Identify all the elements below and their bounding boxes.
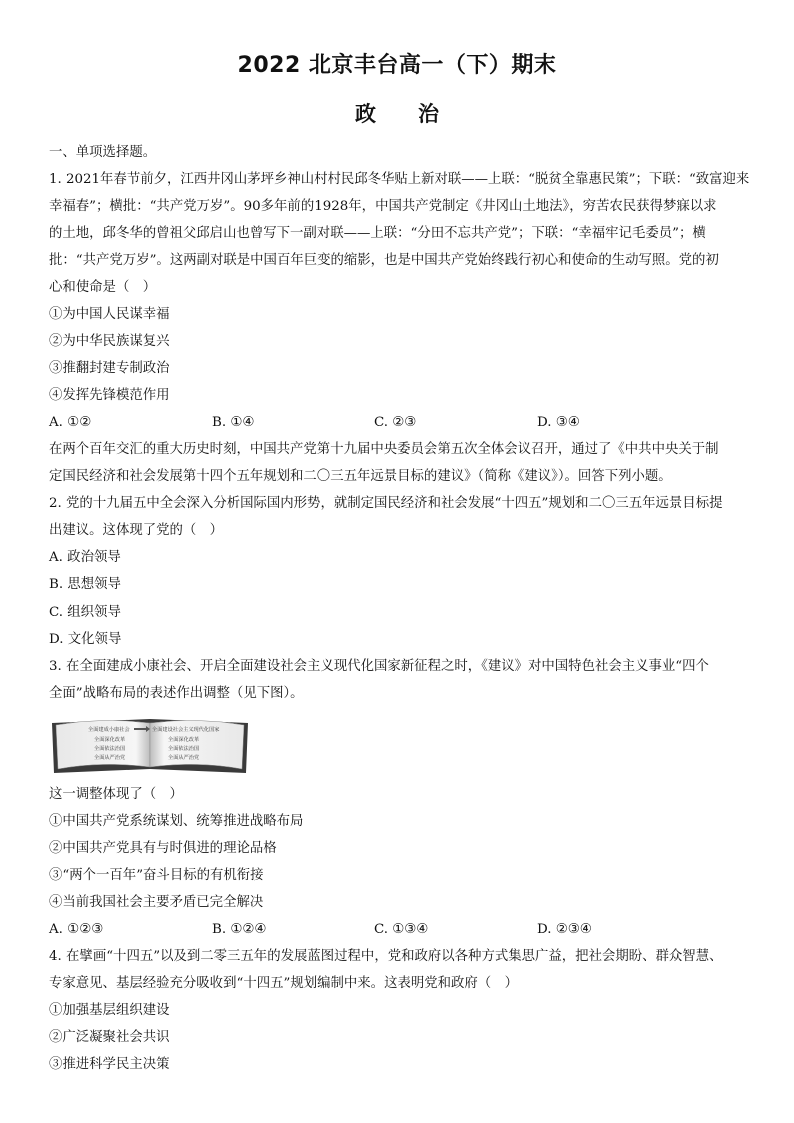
q4-stem-line: 专家意见、基层经验充分吸收到“十四五”规划编制中来。这表明党和政府（ ） (49, 976, 518, 991)
q1-option-b[interactable]: B. ①④ (212, 415, 255, 430)
q2-option-b[interactable]: B. 思想领导 (49, 577, 121, 592)
intro-line: 在两个百年交汇的重大历史时刻，中国共产党第十九届中央委员会第五次全体会议召开，通过了《中共中央关于制 (49, 442, 719, 457)
q3-question-line: 这一调整体现了（ ） (49, 787, 183, 802)
section-heading: 一、单项选择题。 (49, 145, 157, 160)
subject-title: 政 治 (355, 102, 439, 126)
q1-stem-line: 幸福春”；横批：“共产党万岁”。90多年前的1928年，中国共产党制定《井冈山土地法》，穷苦农民获得梦寐以求 (49, 199, 717, 214)
q2-option-a[interactable]: A. 政治领导 (49, 550, 121, 565)
book-right-text: 全面建设社会主义现代化国家 (152, 727, 220, 733)
q3-stem-line: 3. 在全面建成小康社会、开启全面建设社会主义现代化国家新征程之时，《建议》对中国特色社会主义事业“四个 (49, 659, 709, 674)
q1-stem-line: 的土地，邱冬华的曾祖父邱启山也曾写下一副对联——上联：“分田不忘共产党”；下联：“幸福牢记毛委员”；横 (49, 226, 706, 241)
q2-stem-line: 出建议。这体现了党的（ ） (49, 523, 224, 538)
q1-stem-line: 1. 2021年春节前夕，江西井冈山茅坪乡神山村村民邱冬华贴上新对联——上联：“脱贫全靠惠民策”；下联：“致富迎来 (49, 172, 750, 187)
book-right-text: 全面从严治党 (168, 755, 200, 761)
q3-item: ②中国共产党具有与时俱进的理论品格 (49, 841, 277, 856)
q2-option-d[interactable]: D. 文化领导 (49, 632, 122, 647)
q4-stem-line: 4. 在擘画“十四五”以及到二零三五年的发展蓝图过程中，党和政府以各种方式集思广益，把社会期盼、群众智慧、 (49, 949, 723, 964)
q3-option-c[interactable]: C. ①③④ (374, 922, 429, 937)
q3-option-b[interactable]: B. ①②④ (212, 922, 267, 937)
q3-option-a[interactable]: A. ①②③ (49, 922, 104, 937)
book-left-text: 全面建成小康社会 (88, 727, 130, 733)
book-left-text: 全面深化改革 (94, 737, 126, 743)
q1-stem-line: 心和使命是（ ） (49, 280, 157, 295)
book-right-text: 全面依法治国 (168, 746, 200, 752)
q4-item: ②广泛凝聚社会共识 (49, 1030, 170, 1045)
q3-item: ③“两个一百年”奋斗目标的有机衔接 (49, 868, 264, 883)
q3-option-d[interactable]: D. ②③④ (537, 922, 592, 937)
book-left-text: 全面从严治党 (94, 755, 126, 761)
book-right-text: 全面深化改革 (168, 737, 200, 743)
q1-item: ④发挥先锋模范作用 (49, 388, 170, 403)
q1-item: ③推翻封建专制政治 (49, 361, 170, 376)
q4-item: ③推进科学民主决策 (49, 1057, 170, 1072)
q1-stem-line: 批：“共产党万岁”。这两副对联是中国百年巨变的缩影，也是中国共产党始终践行初心和使命的生动写照。党的初 (49, 253, 719, 268)
q1-option-c[interactable]: C. ②③ (374, 415, 417, 430)
q2-option-c[interactable]: C. 组织领导 (49, 605, 121, 620)
q3-item: ①中国共产党系统谋划、统筹推进战略布局 (49, 814, 304, 829)
q1-option-a[interactable]: A. ①② (49, 415, 92, 430)
book-left-text: 全面依法治国 (94, 746, 126, 752)
q4-item: ①加强基层组织建设 (49, 1003, 170, 1018)
exam-title: 2022 北京丰台高一（下）期末 (237, 53, 557, 78)
q3-item: ④当前我国社会主要矛盾已完全解决 (49, 895, 264, 910)
q2-stem-line: 2. 党的十九届五中全会深入分析国际国内形势，就制定国民经济和社会发展“十四五”规划和二〇三五年远景目标提 (49, 496, 723, 511)
q1-item: ②为中华民族谋复兴 (49, 334, 170, 349)
q1-option-d[interactable]: D. ③④ (537, 415, 580, 430)
q3-stem-line: 全面”战略布局的表述作出调整（见下图）。 (49, 686, 304, 701)
open-book-figure (50, 715, 250, 777)
intro-line: 定国民经济和社会发展第十四个五年规划和二〇三五年远景目标的建议》（简称《建议》）。回答下列小题。 (49, 469, 672, 484)
q1-item: ①为中国人民谋幸福 (49, 307, 170, 322)
